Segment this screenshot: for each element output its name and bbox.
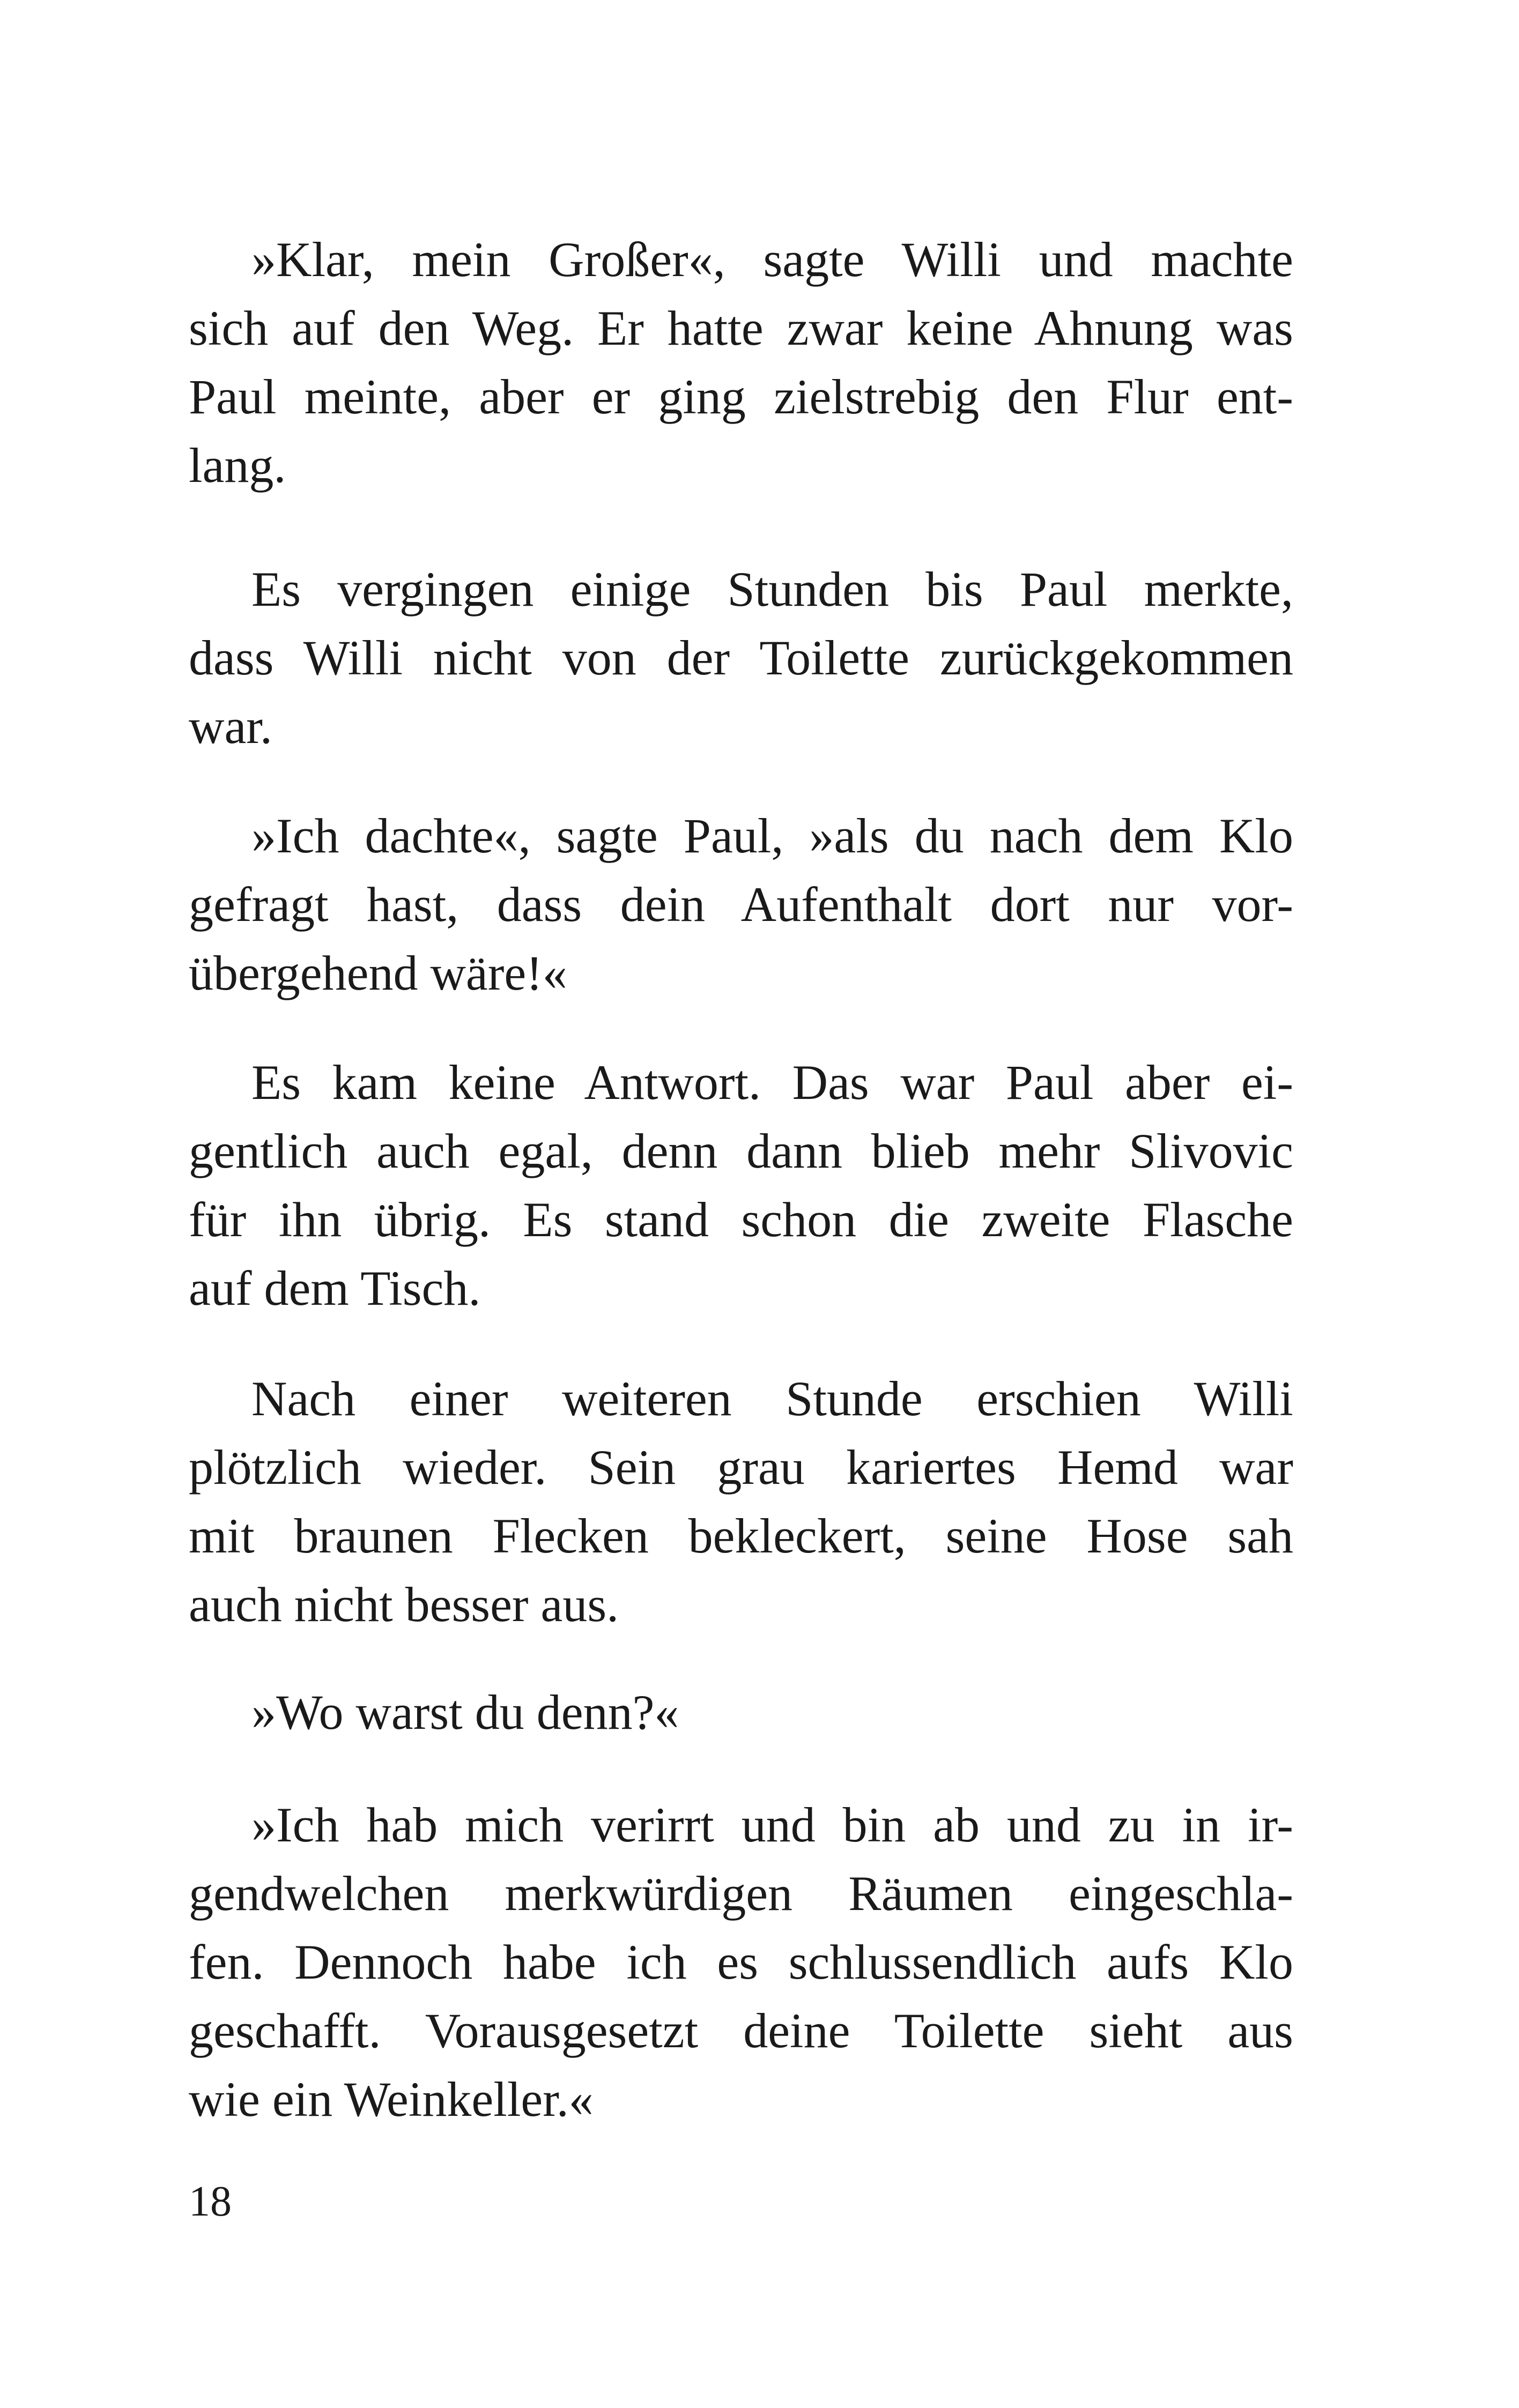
paragraph-4 [189, 1048, 1293, 1322]
paragraph-5 [189, 1364, 1293, 1639]
paragraph-1 [189, 225, 1293, 500]
text-line: auf dem Tisch. [189, 1261, 481, 1316]
text-line: geschafft. Vorausgesetzt deine Toilette sieht aus [189, 2003, 1293, 2058]
text-line: Nach einer weiteren Stunde erschien Willi [251, 1371, 1293, 1426]
text-line: plötzlich wieder. Sein grau kariertes Hemd war [189, 1440, 1293, 1495]
paragraph-7 [189, 1790, 1293, 2134]
text-line: sich auf den Weg. Er hatte zwar keine Ahnung was [189, 301, 1293, 355]
text-line: auch nicht besser aus. [189, 1577, 619, 1632]
paragraph-3 [189, 801, 1293, 1007]
page-number: 18 [189, 2178, 232, 2225]
text-line: mit braunen Flecken bekleckert, seine Hose sah [189, 1508, 1293, 1563]
text-line: wie ein Weinkeller.« [189, 2072, 594, 2127]
text-line: »Klar, mein Großer«, sagte Willi und machte [251, 232, 1293, 287]
text-line: Paul meinte, aber er ging zielstrebig den Flur ent- [189, 369, 1293, 424]
paragraph-2 [189, 555, 1293, 761]
text-line: »Wo warst du denn?« [251, 1685, 679, 1740]
text-line: Es kam keine Antwort. Das war Paul aber ei- [251, 1055, 1293, 1110]
text-line: »Ich hab mich verirrt und bin ab und zu in ir- [251, 1797, 1293, 1852]
text-line: für ihn übrig. Es stand schon die zweite Flasche [189, 1192, 1293, 1247]
text-line: gendwelchen merkwürdigen Räumen eingeschla- [189, 1866, 1293, 1921]
text-line: übergehend wäre!« [189, 946, 567, 1000]
text-line: dass Willi nicht von der Toilette zurückgekommen [189, 630, 1293, 685]
text-line: Es vergingen einige Stunden bis Paul merkte, [251, 562, 1293, 616]
text-line: gefragt hast, dass dein Aufenthalt dort nur vor- [189, 877, 1293, 932]
text-line: fen. Dennoch habe ich es schlussendlich aufs Klo [189, 1935, 1293, 1989]
text-line: »Ich dachte«, sagte Paul, »als du nach dem Klo [251, 808, 1293, 863]
text-line: war. [189, 699, 272, 754]
text-line: lang. [189, 438, 286, 493]
text-line: gentlich auch egal, denn dann blieb mehr Slivovic [189, 1124, 1293, 1178]
paragraph-6 [189, 1678, 1293, 1746]
